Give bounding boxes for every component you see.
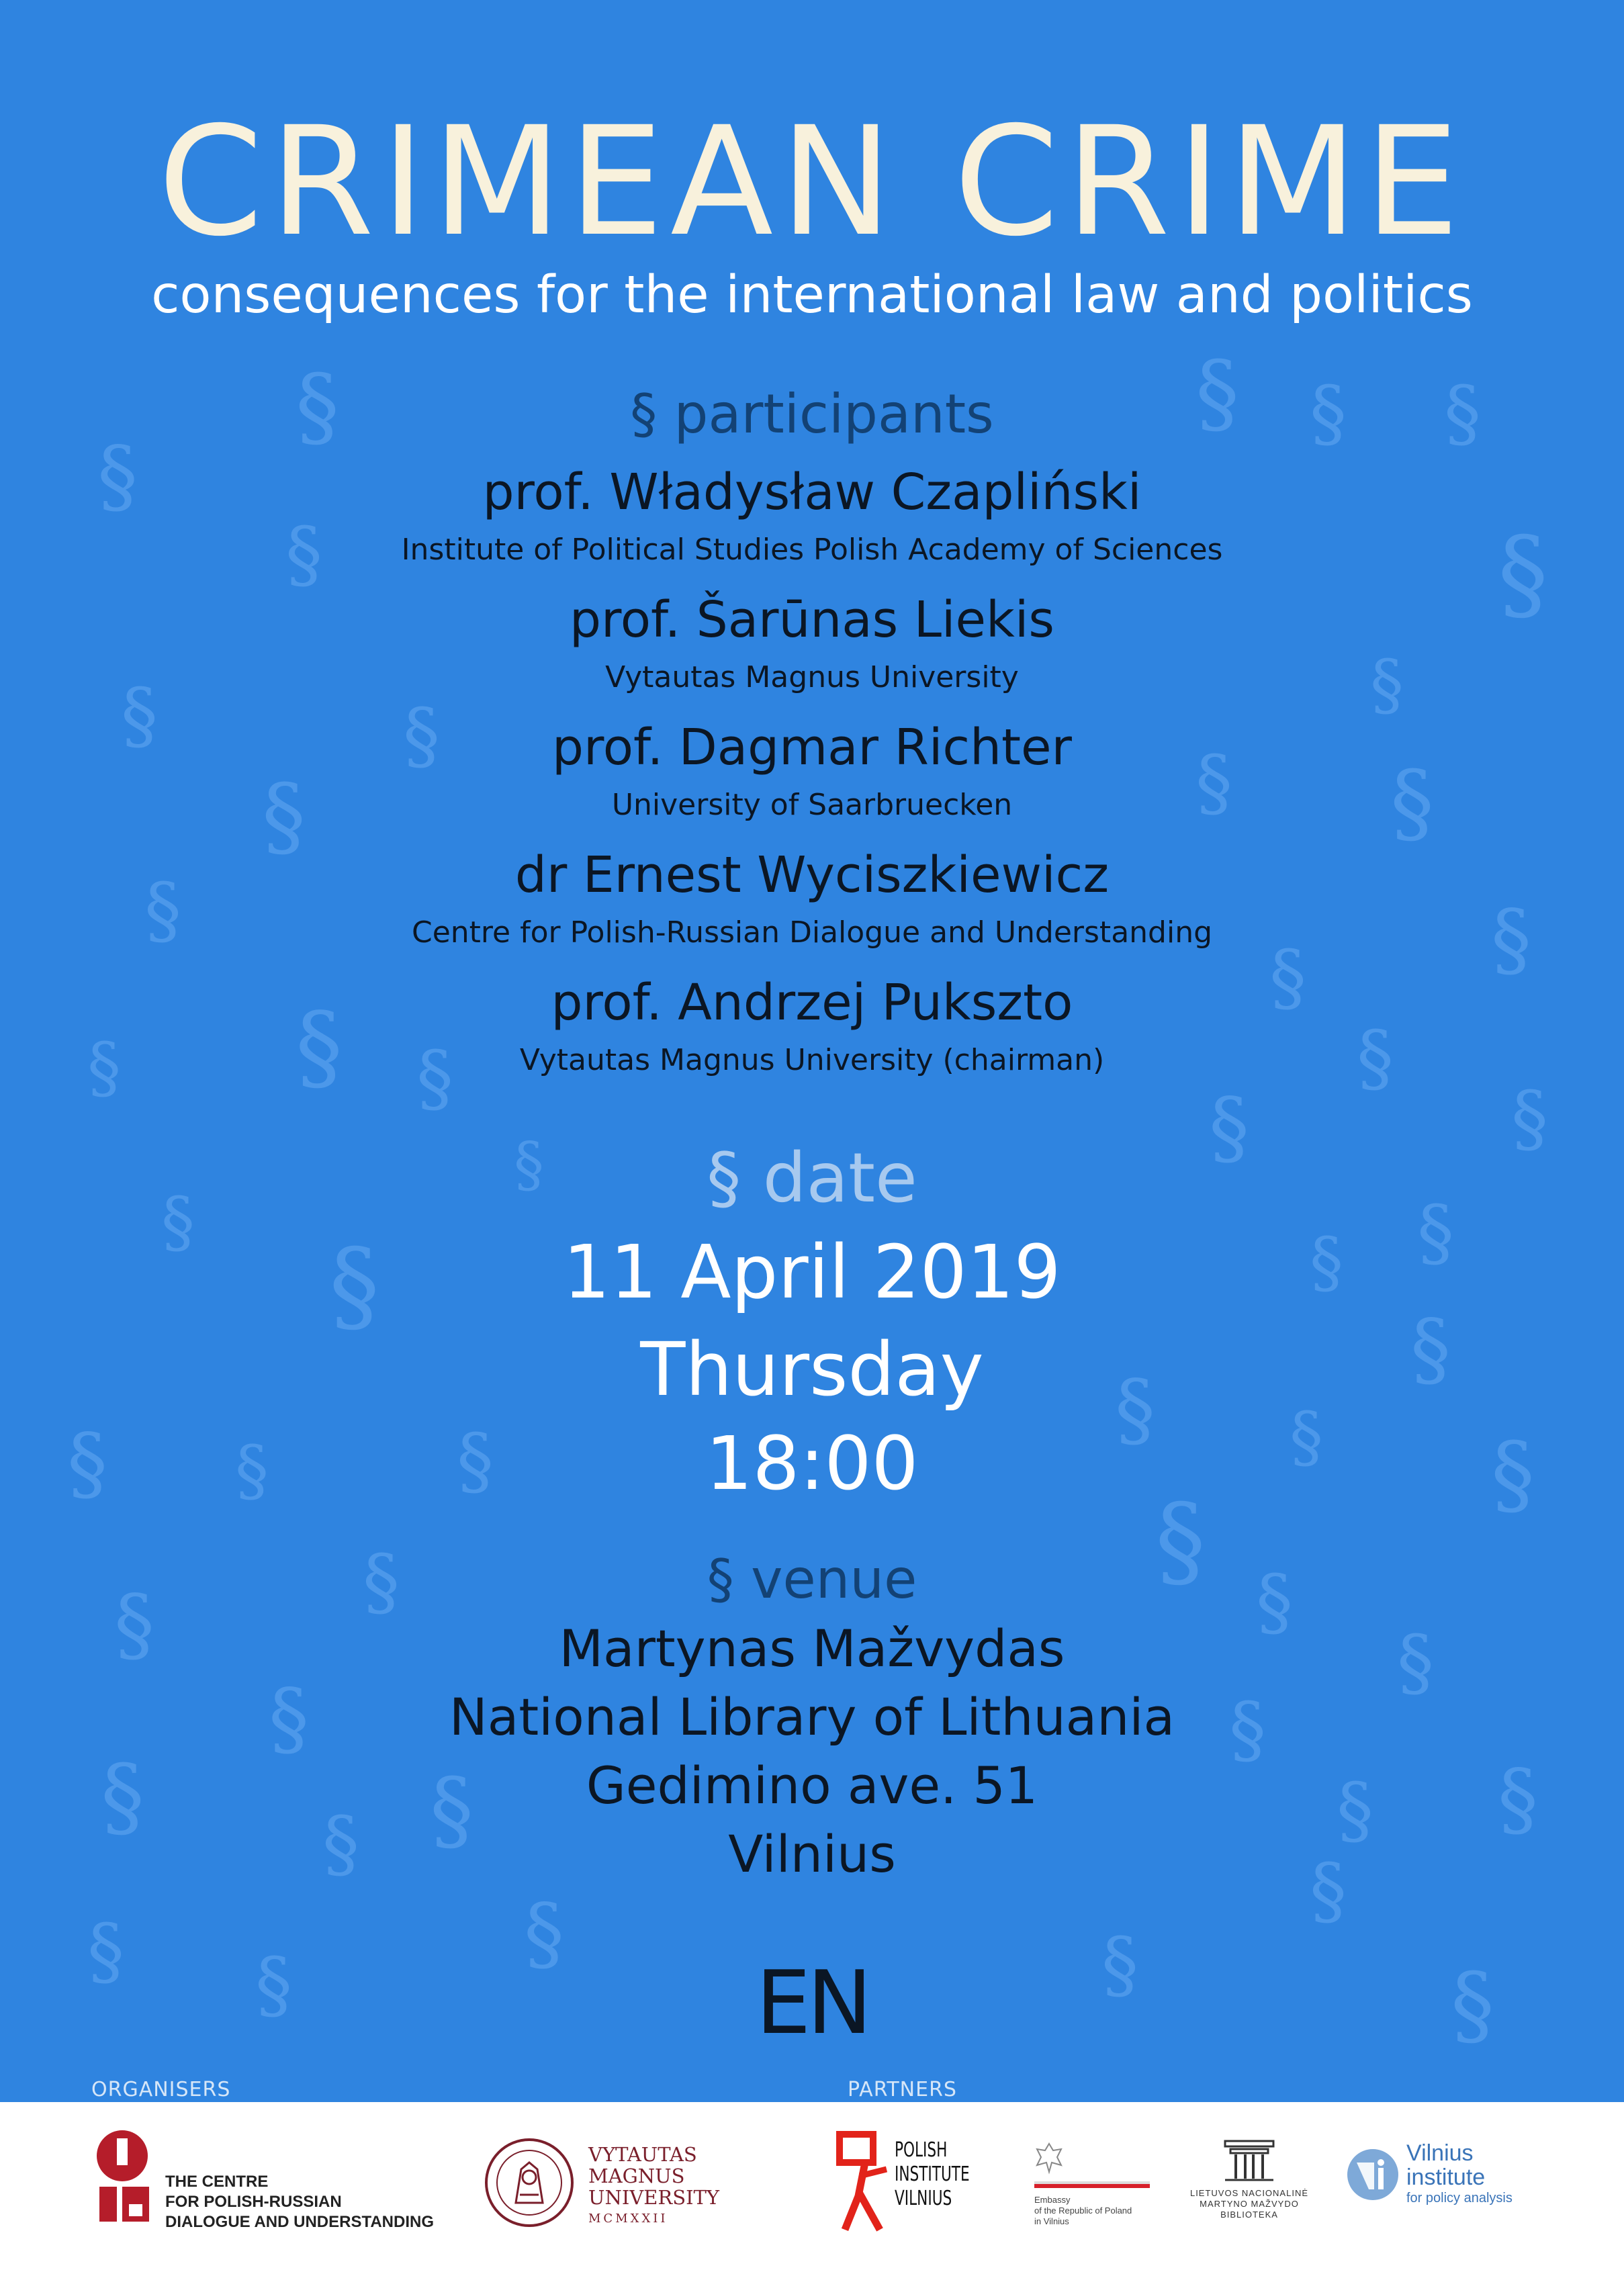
event-time: 18:00	[705, 1420, 919, 1506]
section-sign-icon: §	[1196, 739, 1232, 825]
participant-name: prof. Šarūnas Liekis	[569, 591, 1054, 649]
vilnius-institute-name: Vilnius	[1406, 2140, 1474, 2166]
vmu-logo	[482, 2129, 720, 2250]
section-sign-icon: §	[144, 867, 181, 953]
vmu-name-line: MAGNUS	[588, 2165, 685, 2187]
section-sign-icon: §	[1101, 1921, 1138, 2007]
venue-heading: § venue	[707, 1548, 917, 1610]
centre-name-line: FOR POLISH-RUSSIAN	[165, 2193, 342, 2211]
library-name-line: BIBLIOTEKA	[1220, 2210, 1278, 2220]
section-sign-icon: §	[329, 1228, 379, 1345]
venue-line: Martynas Mažvydas	[559, 1619, 1065, 1678]
section-sign-icon: §	[1229, 1686, 1266, 1772]
section-sign-icon: §	[322, 1801, 359, 1886]
section-sign-icon: §	[296, 355, 339, 457]
vilnius-institute-circle-icon	[1346, 2148, 1400, 2201]
participant-name: prof. Andrzej Pukszto	[551, 974, 1073, 1032]
section-sign-icon: §	[514, 1130, 544, 1200]
section-sign-icon: §	[524, 1887, 564, 1981]
section-sign-icon: §	[269, 1672, 309, 1766]
section-sign-icon: §	[1310, 1848, 1347, 1934]
section-sign-icon: §	[67, 1417, 107, 1510]
centre-logo-icon	[90, 2129, 157, 2223]
section-sign-icon: §	[1397, 1619, 1434, 1705]
section-sign-icon: §	[1310, 1223, 1343, 1302]
vmu-name-line: VYTAUTAS	[588, 2143, 697, 2166]
section-sign-icon: §	[363, 1539, 400, 1625]
section-sign-icon: §	[87, 1028, 121, 1107]
section-sign-icon: §	[403, 692, 440, 778]
section-sign-icon: §	[1357, 1015, 1394, 1101]
event-weekday: Thursday	[640, 1326, 984, 1412]
section-sign-icon: §	[255, 1942, 292, 2028]
section-sign-icon: §	[457, 1418, 494, 1504]
vmu-roman-year: MCMXXII	[588, 2212, 668, 2226]
section-sign-icon: §	[1417, 1189, 1454, 1275]
institute-name-line: INSTITUTE	[895, 2163, 970, 2186]
section-sign-icon: §	[1209, 1081, 1249, 1175]
section-sign-icon: §	[235, 1431, 269, 1510]
section-sign-icon: §	[1410, 1303, 1451, 1396]
event-date: 11 April 2019	[563, 1229, 1061, 1315]
polish-eagle-icon	[1034, 2141, 1064, 2175]
institute-name-line: VILNIUS	[895, 2187, 952, 2210]
section-sign-icon: §	[1451, 1954, 1494, 2056]
partners-label: PARTNERS	[848, 2078, 957, 2101]
vmu-seal-icon	[482, 2136, 576, 2230]
section-sign-icon: §	[161, 1183, 195, 1261]
participant-affiliation: Vytautas Magnus University (chairman)	[519, 1043, 1105, 1077]
section-sign-icon: §	[1290, 1398, 1323, 1476]
section-sign-icon: §	[262, 765, 306, 867]
section-sign-icon: §	[87, 1908, 124, 1994]
section-sign-icon: §	[416, 1035, 453, 1121]
section-sign-icon: §	[1444, 370, 1481, 456]
vilnius-institute-logo	[1346, 2141, 1547, 2242]
section-sign-icon: §	[296, 993, 343, 1102]
section-sign-icon: §	[1269, 934, 1306, 1020]
section-sign-icon: §	[1155, 1483, 1206, 1600]
section-sign-icon: §	[1511, 1075, 1548, 1161]
section-sign-icon: §	[1256, 1559, 1293, 1645]
vmu-name-line: UNIVERSITY	[588, 2186, 720, 2209]
participant-name: prof. Władysław Czapliński	[482, 463, 1142, 521]
polish-institute-figure-icon	[833, 2129, 900, 2236]
embassy-name-line: in Vilnius	[1034, 2216, 1069, 2226]
section-sign-icon: §	[97, 430, 138, 523]
section-sign-icon: §	[1310, 370, 1347, 456]
section-sign-icon: §	[1491, 1423, 1535, 1525]
participant-affiliation: Vytautas Magnus University	[605, 660, 1019, 694]
embassy-name-line: Embassy	[1034, 2195, 1071, 2205]
centre-logo	[90, 2129, 466, 2250]
library-building-icon	[1222, 2138, 1276, 2183]
participant-affiliation: Centre for Polish-Russian Dialogue and Understanding	[411, 915, 1213, 950]
section-sign-icon: §	[1498, 516, 1548, 633]
participant-name: prof. Dagmar Richter	[552, 719, 1072, 776]
section-sign-icon: §	[285, 511, 322, 597]
section-sign-icon: §	[101, 1745, 144, 1848]
library-name-line: LIETUVOS NACIONALINĖ	[1189, 2188, 1309, 2198]
centre-name-line: DIALOGUE AND UNDERSTANDING	[165, 2213, 434, 2231]
section-sign-icon: §	[1115, 1363, 1155, 1457]
participant-affiliation: Institute of Political Studies Polish Academy of Sciences	[401, 533, 1223, 567]
participant-affiliation: University of Saarbruecken	[611, 788, 1013, 822]
institute-name-line: POLISH	[895, 2138, 948, 2162]
vilnius-institute-name: institute	[1406, 2165, 1486, 2190]
section-sign-icon: §	[1196, 342, 1239, 444]
section-sign-icon: §	[1337, 1767, 1373, 1853]
polish-institute-logo	[833, 2129, 981, 2250]
section-sign-icon: §	[430, 1759, 473, 1861]
poster-title: CRIMEAN CRIME	[158, 94, 1466, 269]
section-sign-icon: §	[1370, 645, 1404, 724]
participants-heading: § participants	[630, 383, 994, 445]
centre-name-line: THE CENTRE	[165, 2173, 269, 2191]
section-sign-icon: §	[1390, 752, 1434, 854]
embassy-logo	[1032, 2141, 1153, 2242]
venue-line: Gedimino ave. 51	[586, 1756, 1038, 1815]
section-sign-icon: §	[1491, 893, 1531, 987]
language-code: EN	[756, 1952, 868, 2054]
date-heading: § date	[707, 1138, 917, 1218]
poster-subtitle: consequences for the international law and politics	[151, 265, 1473, 325]
footer-logos	[0, 2102, 1624, 2274]
embassy-name-line: of the Republic of Poland	[1034, 2205, 1132, 2216]
organisers-label: ORGANISERS	[91, 2078, 231, 2101]
vilnius-institute-tagline: for policy analysis	[1406, 2191, 1513, 2205]
venue-line: National Library of Lithuania	[449, 1687, 1175, 1747]
section-sign-icon: §	[121, 672, 158, 758]
section-sign-icon: §	[1498, 1753, 1538, 1846]
section-sign-icon: §	[114, 1578, 154, 1672]
library-name-line: MARTYNO MAŽVYDO	[1200, 2199, 1299, 2209]
venue-line: Vilnius	[728, 1824, 896, 1884]
library-logo	[1182, 2138, 1316, 2246]
participant-name: dr Ernest Wyciszkiewicz	[514, 846, 1110, 904]
